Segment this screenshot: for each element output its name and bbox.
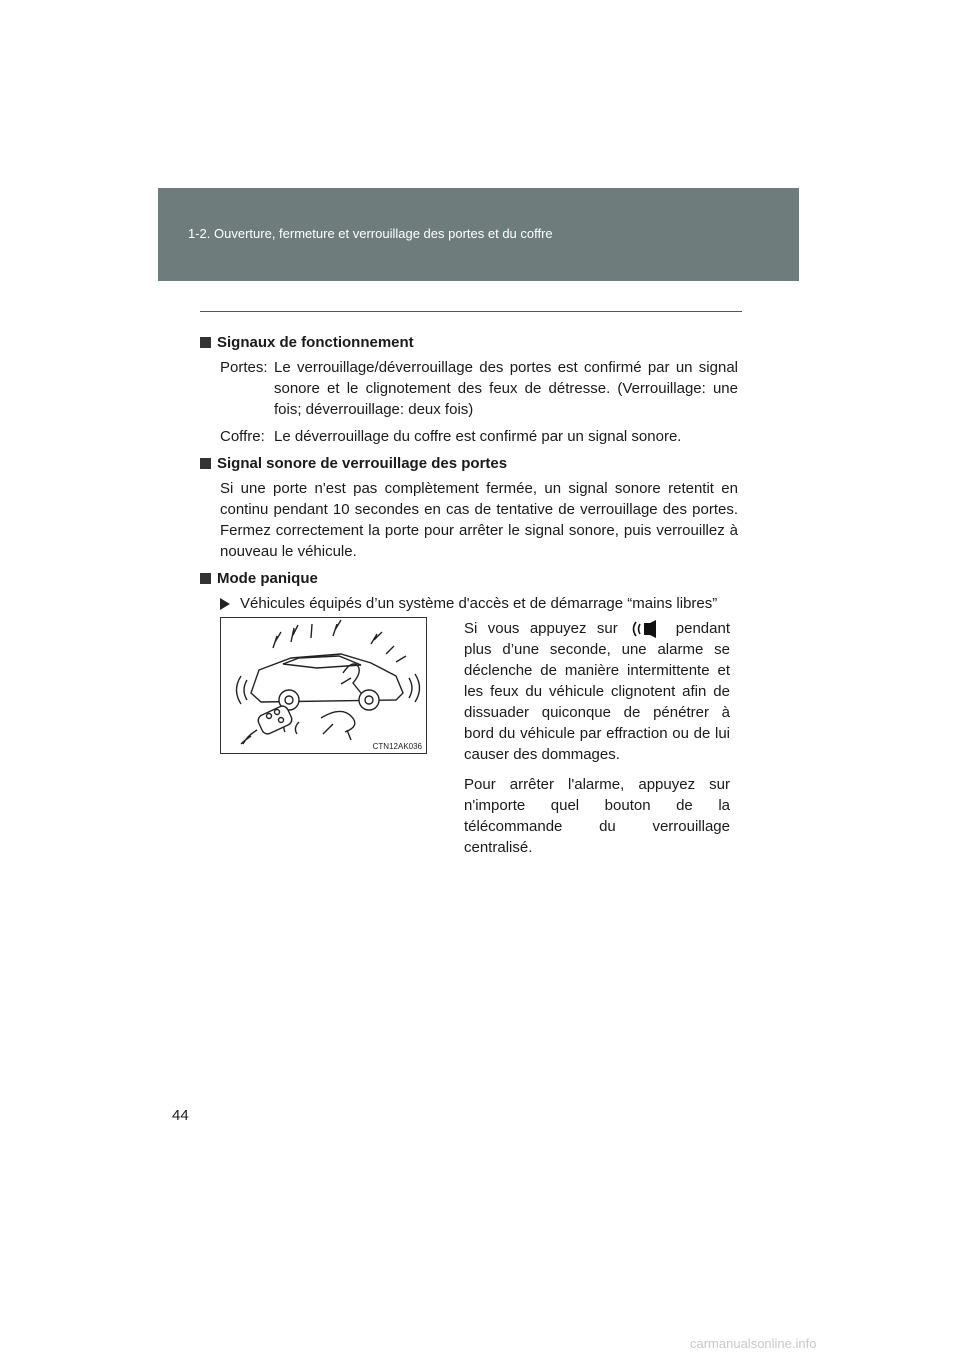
- def-portes-term: Portes:: [220, 359, 268, 376]
- heading-mode-panique-label: Mode panique: [217, 570, 318, 587]
- heading-signal-sonore-label: Signal sonore de verrouillage des portes: [217, 455, 508, 472]
- def-coffre-desc: Le déverrouillage du coffre est confirmé par un signal sonore.: [274, 428, 682, 445]
- square-bullet-icon: [200, 573, 211, 584]
- panic-description: [464, 618, 730, 867]
- figure-code: CTN12AK036: [372, 742, 422, 751]
- square-bullet-icon: [200, 458, 211, 469]
- signal-sonore-text: Si une porte n'est pas complètement fermée, un signal sonore retentit en continu pendant 10 secondes en cas de tentative de verrouillage des portes. Fermez correctement la porte pour arrêter le signal sonore, puis verrouillez à nouveau le véhicule.: [220, 480, 738, 560]
- panic-illustration: [220, 617, 427, 754]
- footer-watermark: carmanualsonline.info: [690, 1336, 817, 1351]
- section-title: 1-2. Ouverture, fermeture et verrouillage des portes et du coffre: [188, 226, 553, 241]
- heading-mode-panique: [200, 568, 738, 589]
- main-content: [200, 326, 738, 614]
- condition-line: [220, 593, 738, 614]
- triangle-bullet-icon: [220, 598, 230, 610]
- heading-signal-sonore: [200, 453, 738, 474]
- panic-button-icon: [632, 620, 662, 638]
- panic-p1-after: pendant plus d’une seconde, une alarme se déclenche de manière intermittente et les feux du véhicule clignotent afin de dissuader quiconque de pénétrer à bord du véhicule par effraction ou de lui causer des dommages.: [464, 620, 730, 763]
- heading-signaux: [200, 332, 738, 353]
- header-band: [158, 188, 799, 281]
- condition-text: Véhicules équipés d’un système d'accès et de démarrage “mains libres”: [240, 595, 718, 612]
- car-alarm-illustration: [221, 618, 426, 753]
- square-bullet-icon: [200, 337, 211, 348]
- def-coffre-term: Coffre:: [220, 428, 265, 445]
- heading-signaux-label: Signaux de fonctionnement: [217, 334, 414, 351]
- def-coffre: [220, 426, 738, 447]
- divider: [200, 311, 742, 312]
- panic-p1-before: Si vous appuyez sur: [464, 620, 618, 637]
- def-portes-desc: Le verrouillage/déverrouillage des portes est confirmé par un signal sonore et le clignotement des feux de détresse. (Verrouillage: une fois; déverrouillage: deux fois): [274, 359, 738, 418]
- def-portes: [220, 357, 738, 420]
- panic-paragraph-1: [464, 618, 730, 765]
- page-number: 44: [172, 1107, 189, 1124]
- panic-paragraph-2: Pour arrêter l'alarme, appuyez sur n'importe quel bouton de la télécommande du verrouillage centralisé.: [464, 776, 730, 856]
